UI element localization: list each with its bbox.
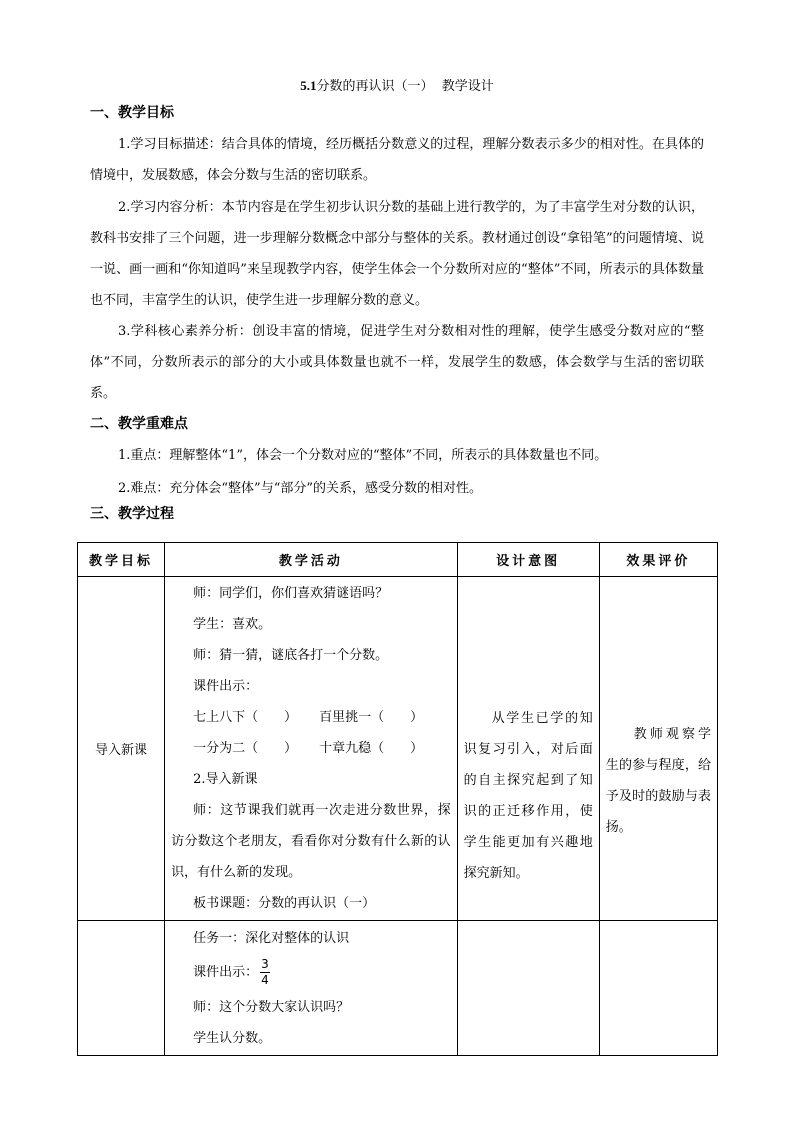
activity-line: 2.导入新课	[193, 772, 258, 787]
row1-intent	[457, 577, 599, 921]
row2-intent	[457, 921, 599, 1056]
difficulty-paragraph: 2.难点：充分体会“整体”与“部分”的关系，感受分数的相对性。	[118, 481, 482, 496]
courseware-label: 课件出示：	[193, 965, 259, 980]
title-suffix: 教学设计	[441, 79, 494, 94]
row1-activity	[165, 577, 457, 921]
goal-paragraph-3: 3.学科核心素养分析：创设丰富的情境，促进学生对分数相对性的理解，使学生感受分数对应的“整体”不同，分数所表示的部分的大小或具体数量也就不一样，发展学生的数感，体会数学与生活的密切联系。	[90, 324, 704, 401]
riddle-row	[165, 702, 456, 733]
activity-paragraph: 师：这节课我们就再一次走进分数世界，探访分数这个老朋友，看看你对分数有什么新的认识，有什么新的发现。	[171, 803, 451, 880]
header-activity: 教学活动	[165, 543, 457, 577]
title-text: 分数的再认识（一）	[316, 79, 434, 94]
teaching-process-table	[77, 542, 718, 1056]
section-heading-goals: 一、教学目标	[90, 105, 174, 121]
goal-paragraph-2: 2.学习内容分析：本节内容是在学生初步认识分数的基础上进行教学的，为了丰富学生对分数的认识，教科书安排了三个问题，进一步理解分数概念中部分与整体的关系。教材通过创设“拿铅笔”的问题情境、说一说、画一画和“你知道吗”来呈现教学内容，使学生体会一个分数所对应的“整体”不同，所表示的具体数量也不同，丰富学生的认识，使学生进一步理解分数的意义。	[90, 200, 704, 308]
row2-activity	[165, 921, 457, 1056]
activity-line: 学生认分数。	[193, 1031, 272, 1046]
activity-line: 课件出示：	[193, 679, 259, 694]
courseware-line	[165, 954, 456, 992]
riddle-row	[165, 733, 456, 764]
activity-line: 师：同学们，你们喜欢猜谜语吗？	[193, 586, 389, 601]
goal-paragraph-1: 1.学习目标描述：结合具体的情境，经历概括分数意义的过程，理解分数表示多少的相对性。在具体的情境中，发展数感，体会分数与生活的密切联系。	[90, 137, 704, 183]
table-header-row	[78, 543, 718, 577]
fraction	[260, 957, 270, 988]
section-heading-process: 三、教学过程	[90, 506, 174, 522]
row2-evaluation	[599, 921, 717, 1056]
riddle-item: 七上八下（ ）	[193, 710, 298, 725]
header-intent: 设计意图	[457, 543, 599, 577]
fraction-numerator: 3	[261, 957, 269, 971]
activity-line: 任务一：深化对整体的认识	[193, 931, 350, 946]
activity-line: 师：猜一猜，谜底各打一个分数。	[193, 648, 389, 663]
row1-evaluation	[599, 577, 717, 921]
document-title	[0, 76, 794, 97]
key-point-paragraph: 1.重点：理解整体“1”，体会一个分数对应的“整体”不同，所表示的具体数量也不同。	[118, 448, 608, 463]
activity-line: 师：这个分数大家认识吗？	[193, 1000, 350, 1015]
evaluation-text: 教师观察学生的参与程度，给予及时的鼓励与表扬。	[605, 727, 711, 835]
riddle-item: 一分为二（ ）	[193, 741, 298, 756]
activity-line: 学生：喜欢。	[193, 617, 272, 632]
intent-text: 从学生已学的知识复习引入，对后面的自主探究起到了知识的正迁移作用，使学生能更加有兴趣地探究新知。	[463, 711, 593, 881]
table-row	[78, 921, 718, 1056]
header-evaluation: 效果评价	[599, 543, 717, 577]
row1-goal: 导入新课	[78, 577, 165, 921]
riddle-item: 百里挑一（ ）	[319, 710, 424, 725]
row2-goal	[78, 921, 165, 1056]
riddle-item: 十章九稳（ ）	[319, 741, 424, 756]
activity-line: 板书课题：分数的再认识（一）	[193, 896, 376, 911]
table-row	[78, 577, 718, 921]
title-number: 5.1	[300, 78, 317, 93]
header-goal: 教学目标	[78, 543, 165, 577]
section-heading-key-points: 二、教学重难点	[90, 416, 188, 432]
fraction-denominator: 4	[261, 973, 269, 987]
